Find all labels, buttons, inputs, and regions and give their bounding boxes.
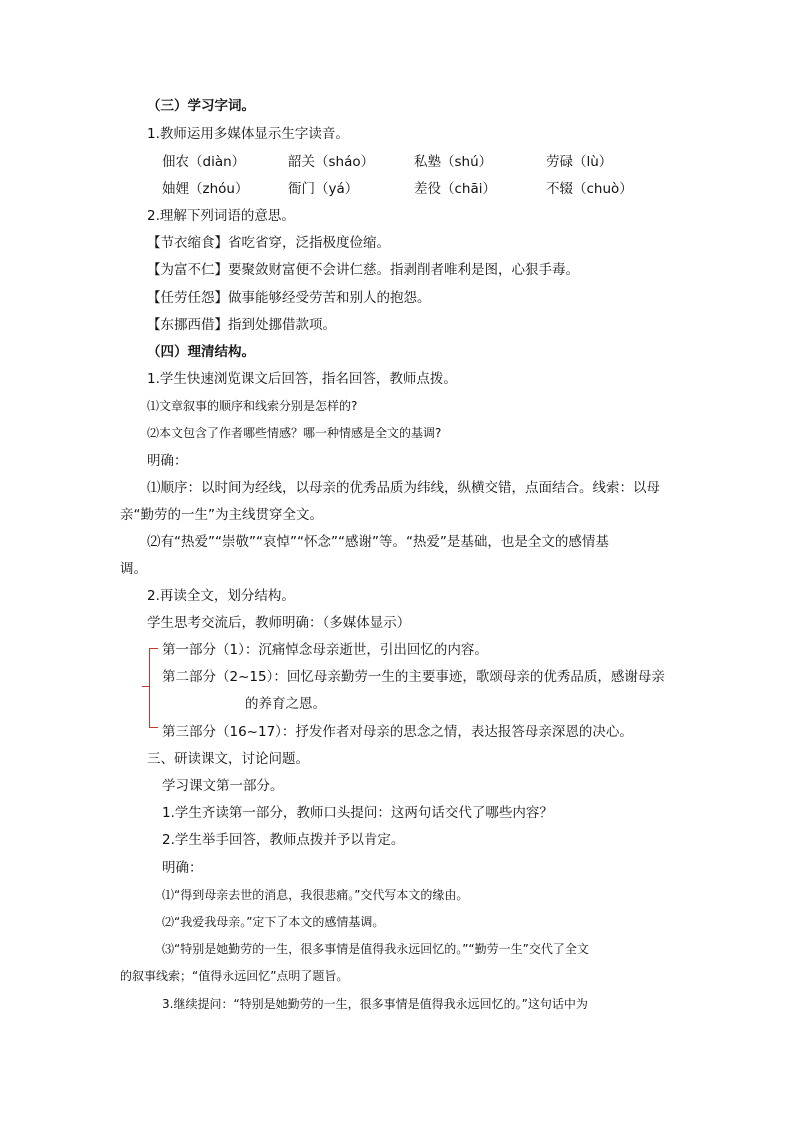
structure-part-1: 第一部分（1）：沉痛悼念母亲逝世，引出回忆的内容。 bbox=[162, 642, 488, 658]
answer-1-line2: 亲“勤劳的一生”为主线贯穿全文。 bbox=[120, 507, 323, 523]
vocab-item: 不辍（chuò） bbox=[546, 181, 633, 197]
answer-1-line1: ⑴顺序：以时间为经线，以母亲的优秀品质为纬线，纵横交错，点面结合。线索：以母 bbox=[147, 480, 660, 496]
vocab-item: 韶关（sháo） bbox=[288, 154, 375, 170]
structure-part-3: 第三部分（16~17）：抒发作者对母亲的思念之情，表达报答母亲深恩的决心。 bbox=[162, 724, 633, 740]
definition-item: 【节衣缩食】省吃省穿，泛指极度俭缩。 bbox=[147, 235, 390, 251]
structure-part-2-line1: 第二部分（2~15）：回忆母亲勤劳一生的主要事迹，歌颂母亲的优秀品质，感谢母亲 bbox=[162, 669, 665, 685]
vocab-item: 私塾（shú） bbox=[414, 154, 493, 170]
definition-item: 【东挪西借】指到处挪借款项。 bbox=[147, 317, 336, 333]
part3-study: 学习课文第一部分。 bbox=[162, 778, 284, 794]
clarify-label: 明确： bbox=[147, 453, 188, 469]
discussion-note: 学生思考交流后，教师明确：（多媒体显示） bbox=[147, 615, 411, 631]
question-2: ⑵本文包含了作者哪些情感？哪一种情感是全文的基调? bbox=[147, 426, 442, 440]
part3-clarify-label: 明确： bbox=[162, 860, 203, 876]
vocab-item: 佃农（diàn） bbox=[162, 154, 246, 170]
structure-brace bbox=[149, 648, 158, 728]
section4-heading: （四）理清结构。 bbox=[147, 344, 255, 360]
answer-2-line1: ⑵有“热爱”“崇敬”“哀悼”“怀念”“感谢”等。“热爱”是基础，也是全文的感情基 bbox=[147, 534, 609, 550]
clarify-point-3-line1: ⑶“特别是她勤劳的一生，很多事情是值得我永远回忆的。”“勤劳一生”交代了全文 bbox=[162, 942, 589, 956]
answer-2-line2: 调。 bbox=[120, 561, 147, 577]
clarify-point-1: ⑴“得到母亲去世的消息，我很悲痛。”交代写本文的缘由。 bbox=[162, 888, 469, 902]
section4-item2: 2.再读全文，划分结构。 bbox=[147, 588, 295, 604]
vocab-item: 差役（chāi） bbox=[414, 181, 497, 197]
section4-item1: 1.学生快速浏览课文后回答，指名回答，教师点拨。 bbox=[147, 371, 457, 387]
part3-heading: 三、研读课文，讨论问题。 bbox=[147, 751, 309, 767]
question-1: ⑴文章叙事的顺序和线索分别是怎样的? bbox=[147, 399, 358, 413]
clarify-point-3-line2: 的叙事线索；“值得永远回忆”点明了题旨。 bbox=[120, 969, 349, 983]
part3-item3: 3.继续提问：“特别是她勤劳的一生，很多事情是值得我永远回忆的。”这句话中为 bbox=[162, 997, 588, 1011]
vocab-item: 妯娌（zhóu） bbox=[162, 181, 249, 197]
section3-heading: （三）学习字词。 bbox=[147, 98, 255, 114]
structure-part-2-line2: 的养育之恩。 bbox=[245, 696, 326, 712]
definition-item: 【任劳任怨】做事能够经受劳苦和别人的抱怨。 bbox=[147, 290, 431, 306]
section3-item2: 2.理解下列词语的意思。 bbox=[147, 208, 295, 224]
vocab-item: 劳碌（lù） bbox=[546, 154, 613, 170]
part3-item2: 2.学生举手回答，教师点拨并予以肯定。 bbox=[162, 832, 405, 848]
structure-brace-tip bbox=[142, 686, 150, 687]
section3-item1: 1.教师运用多媒体显示生字读音。 bbox=[147, 126, 349, 142]
vocab-item: 衙门（yá） bbox=[288, 181, 359, 197]
definition-item: 【为富不仁】要聚敛财富便不会讲仁慈。指剥削者唯利是图，心狠手毒。 bbox=[147, 262, 579, 278]
clarify-point-2: ⑵“我爱我母亲。”定下了本文的感情基调。 bbox=[162, 915, 385, 929]
part3-item1: 1.学生齐读第一部分，教师口头提问：这两句话交代了哪些内容？ bbox=[162, 805, 553, 821]
